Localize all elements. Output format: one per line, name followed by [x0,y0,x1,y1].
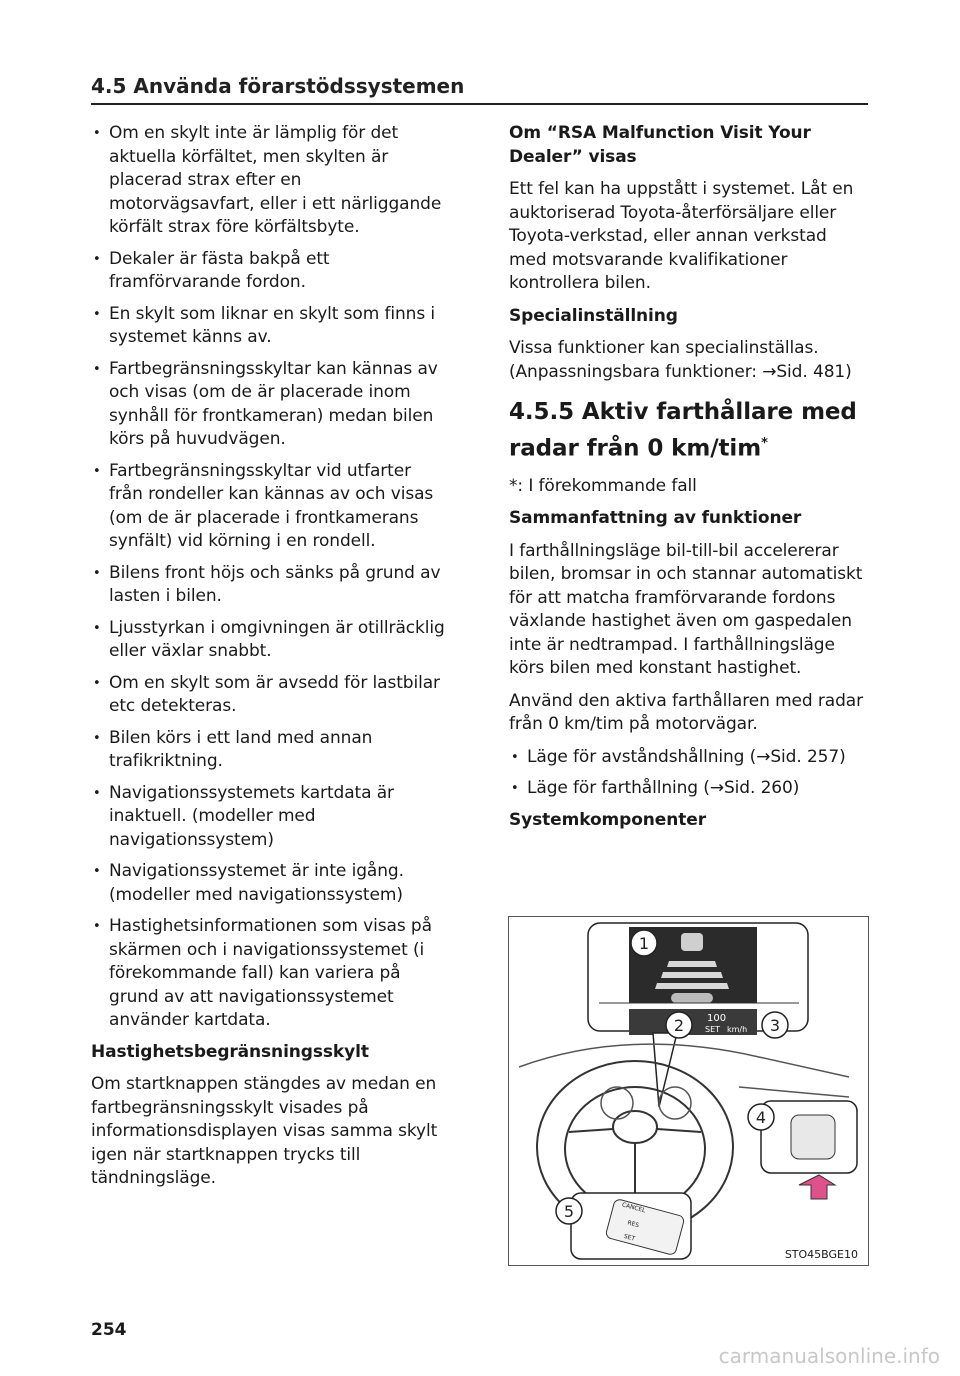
set-label: SET [705,1025,721,1034]
dashboard-illustration [509,917,868,1265]
set-lever-label: SET [622,1232,636,1243]
distance-switch [791,1115,835,1159]
watermark: carmanualsonline.info [718,1344,940,1368]
figure-code: STO45BGE10 [784,1248,858,1261]
paragraph: I farthållningsläge bil-till-bil accelererar bilen, bromsar in och stannar automatiskt för att matcha framförvarande fordons växlande hastighet även om gaspedalen inte är nedtrampad. I farthållningsläge körs bilen med konstant hastighet. [509,540,863,679]
list-item: • Hastighetsinformationen som visas på skärmen och i navigationssystemet (i förekommande fall) kan variera på grund av att navigationssystemet använder kartdata. [91,915,449,1033]
list-item: • Om en skylt inte är lämplig för det aktuella körfältet, men skylten är placerad strax efter en motorvägsavfart, eller i ett närliggande körfält strax före körfältsbyte. [91,122,449,240]
subheading: Om “RSA Malfunction Visit Your Dealer” visas [509,123,811,167]
subheading: Sammanfattning av funktioner [509,508,802,529]
list-item: • Dekaler är fästa bakpå ett framförvarande fordon. [91,248,449,295]
cancel-label: CANCEL [621,1201,647,1215]
set-speed-value: 100 [707,1013,727,1024]
paragraph: Ett fel kan ha uppstått i systemet. Låt en auktoriserad Toyota-återförsäljare eller Toyota-verkstad, eller annan verkstad med motsvarande kvalifikationer kontrollera bilen. [509,179,854,293]
list-item: • Fartbegränsningsskyltar vid utfarter från rondeller kan kännas av och visas (om de är placerade i frontkamerans synfält) vid körning i en rondell. [91,460,449,554]
lead-car-icon [681,933,703,951]
list-item: • Navigationssystemets kartdata är inaktuell. (modeller med navigationssystem) [91,782,449,853]
bullet-list [509,746,869,801]
callout-4: 4 [755,1108,767,1127]
system-components-figure [508,916,869,1266]
footnote: *: I förekommande fall [509,475,697,496]
list-item: • Bilens front höjs och sänks på grund av lasten i bilen. [91,562,449,609]
left-column [91,122,449,1200]
callout-2: 2 [673,1016,685,1035]
paragraph: Använd den aktiva farthållaren med radar från 0 km/tim på motorvägar. [509,690,863,735]
list-item: • Navigationssystemet är inte igång. (modeller med navigationssystem) [91,860,449,907]
subheading: Specialinställning [509,305,678,326]
paragraph: Vissa funktioner kan specialinställas. (Anpassningsbara funktioner: →Sid. 481) [509,338,852,382]
subheading: Systemkomponenter [509,809,706,830]
list-item: • Läge för avståndshållning (→Sid. 257) [509,746,869,770]
bullet-list [91,122,449,1033]
list-item: • Läge för farthållning (→Sid. 260) [509,777,869,801]
list-item: • En skylt som liknar en skylt som finns i systemet känns av. [91,303,449,350]
page-number: 254 [91,1320,127,1340]
res-label: RES [626,1219,640,1230]
right-column [509,122,869,841]
section-title: 4.5.5 Aktiv farthållare med radar från 0 km/tim* [509,399,857,462]
callout-3: 3 [769,1016,781,1035]
page-header: 4.5 Använda förarstödssystemen [91,74,868,105]
list-item: • Bilen körs i ett land med annan trafikriktning. [91,727,449,774]
press-arrow-icon [799,1175,835,1199]
own-car-icon [671,993,713,1003]
callout-5: 5 [563,1202,575,1221]
paragraph: Om startknappen stängdes av medan en fartbegränsningsskylt visades på informationsdisplayen visas samma skylt igen när startknappen trycks till tändningsläge. [91,1074,438,1188]
list-item: • Fartbegränsningsskyltar kan kännas av och visas (om de är placerade inom synhåll för frontkameran) medan bilen körs på huvudvägen. [91,358,449,452]
callout-1: 1 [638,934,650,953]
unit-label: km/h [727,1025,748,1034]
list-item: • Om en skylt som är avsedd för lastbilar etc detekteras. [91,672,449,719]
subheading: Hastighetsbegränsningsskylt [91,1041,369,1062]
list-item: • Ljusstyrkan i omgivningen är otillräcklig eller växlar snabbt. [91,617,449,664]
